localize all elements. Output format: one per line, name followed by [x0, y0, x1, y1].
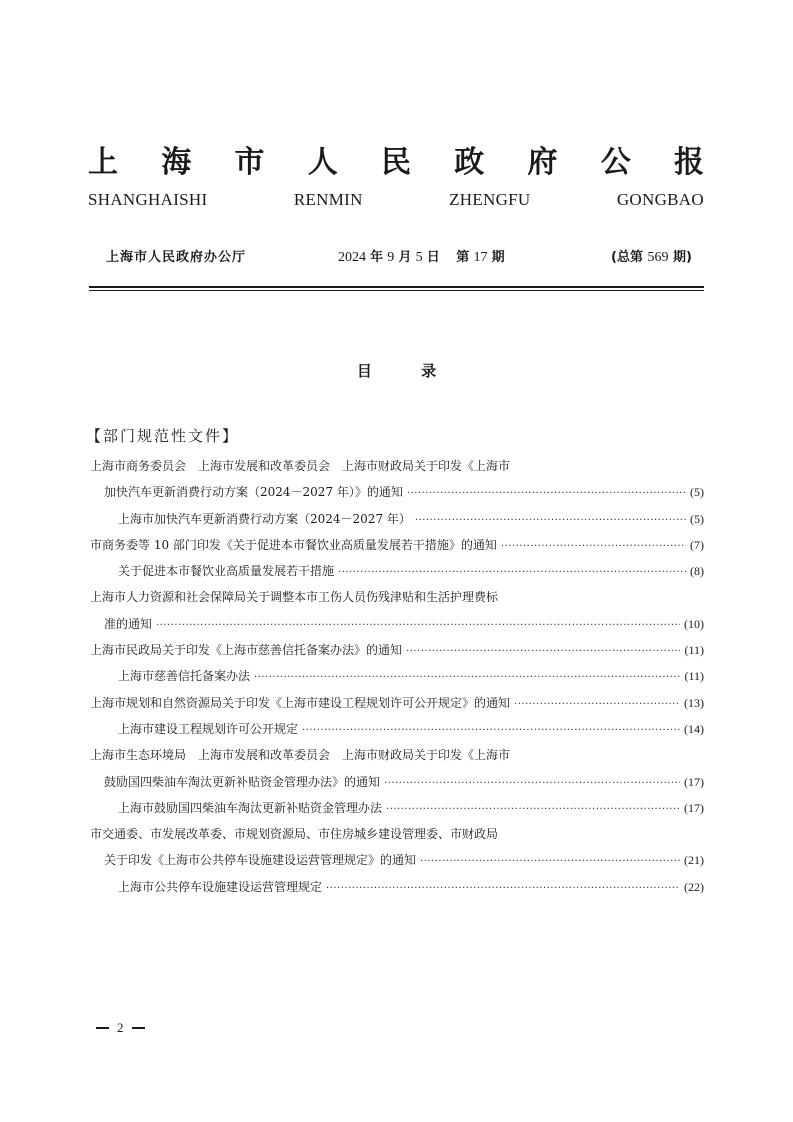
dot-leader — [407, 481, 686, 507]
day: 5 — [415, 250, 423, 265]
toc-entry-page: (11) — [684, 669, 704, 684]
toc-entry[interactable] — [90, 663, 704, 689]
pinyin-word: RENMIN — [293, 190, 363, 209]
header-rule-thin — [89, 290, 704, 291]
toc-entry-text: 市交通委、市发展改革委、市规划资源局、市住房城乡建设管理委、市财政局 — [90, 827, 499, 842]
toc-entry[interactable] — [90, 742, 704, 768]
toc-entry[interactable] — [90, 584, 704, 610]
toc-entry[interactable] — [90, 690, 704, 716]
toc-entry-text: 准的通知 — [104, 616, 153, 631]
masthead-char: 市 — [234, 145, 265, 180]
toc-entry-text: 上海市规划和自然资源局关于印发《上海市建设工程规划许可公开规定》的通知 — [90, 695, 511, 710]
masthead-pinyin — [88, 188, 704, 212]
issue-header — [88, 247, 704, 269]
toc-entry-text: 上海市慈善信托备案办法 — [118, 669, 251, 684]
toc-entry[interactable] — [90, 769, 704, 795]
toc-heading-char: 目 — [356, 362, 372, 380]
toc-entry[interactable] — [90, 637, 704, 663]
toc-entry[interactable] — [90, 453, 704, 479]
header-rule-thick — [89, 286, 704, 288]
total-issue — [611, 247, 692, 269]
toc-entry-page: (21) — [684, 853, 704, 868]
masthead-char: 海 — [161, 145, 192, 180]
total-number: 569 — [647, 250, 669, 265]
issue-number: 17 — [473, 250, 488, 265]
toc-entry-page: (5) — [690, 511, 704, 526]
toc-entry-text: 上海市加快汽车更新消费行动方案（2024－2027 年） — [118, 511, 411, 526]
toc-entry-text: 上海市商务委员会 上海市发展和改革委员会 上海市财政局关于印发《上海市 — [90, 459, 511, 473]
dot-leader — [420, 849, 680, 875]
page-number: 2 — [117, 1020, 124, 1035]
dot-leader — [406, 639, 680, 665]
dot-leader — [386, 797, 680, 823]
page-footer — [96, 1020, 145, 1036]
total-suffix: 期) — [673, 250, 692, 265]
toc-entry-text: 上海市鼓励国四柴油车淘汰更新补贴资金管理办法 — [118, 800, 383, 815]
toc-entry[interactable] — [90, 874, 704, 900]
toc-entry[interactable] — [90, 716, 704, 742]
pinyin-word: ZHENGFU — [449, 190, 531, 209]
masthead-char: 政 — [454, 145, 485, 180]
pinyin-word: SHANGHAISHI — [88, 190, 208, 209]
toc-entry-text: 鼓励国四柴油车淘汰更新补贴资金管理办法》的通知 — [104, 774, 381, 789]
toc-entry-text: 上海市生态环境局 上海市发展和改革委员会 上海市财政局关于印发《上海市 — [90, 748, 511, 763]
dot-leader — [501, 534, 686, 560]
toc-entry-page: (22) — [684, 879, 704, 894]
toc-entry[interactable] — [90, 611, 704, 637]
dot-leader — [302, 718, 680, 744]
toc-entry[interactable] — [90, 847, 704, 873]
masthead-char: 民 — [381, 145, 411, 180]
dot-leader — [384, 771, 680, 797]
toc-heading — [0, 360, 793, 382]
masthead-title — [88, 143, 704, 183]
footer-dash — [132, 1027, 145, 1029]
pinyin-word: GONGBAO — [616, 190, 704, 209]
dot-leader — [156, 613, 680, 639]
masthead-char: 人 — [307, 145, 338, 180]
toc-entry-page: (13) — [684, 695, 704, 710]
issue-unit: 期 — [491, 250, 505, 265]
toc-list — [90, 453, 704, 900]
toc-heading-char: 录 — [421, 362, 437, 380]
masthead-char: 报 — [674, 145, 704, 180]
toc-entry-page: (17) — [684, 774, 704, 789]
issuing-office: 上海市人民政府办公厅 — [106, 250, 247, 265]
toc-entry[interactable] — [90, 506, 704, 532]
toc-entry[interactable] — [90, 558, 704, 584]
dot-leader — [326, 876, 680, 902]
issue-date — [338, 247, 505, 269]
toc-entry[interactable] — [90, 532, 704, 558]
toc-entry-text: 市商务委等 10 部门印发《关于促进本市餐饮业高质量发展若干措施》的通知 — [90, 537, 497, 552]
toc-entry-page: (10) — [684, 616, 704, 631]
toc-entry[interactable] — [90, 821, 704, 847]
toc-entry[interactable] — [90, 479, 704, 505]
masthead-char: 公 — [600, 145, 631, 180]
toc-entry-text: 上海市建设工程规划许可公开规定 — [118, 721, 299, 736]
toc-entry-page: (5) — [690, 485, 704, 500]
toc-entry-text: 关于促进本市餐饮业高质量发展若干措施 — [118, 564, 335, 579]
dot-leader — [415, 508, 686, 534]
masthead-char: 府 — [527, 145, 558, 180]
toc-entry-page: (14) — [684, 721, 704, 736]
toc-entry[interactable] — [90, 795, 704, 821]
dot-leader — [254, 665, 680, 691]
issue-prefix: 第 — [456, 250, 470, 265]
toc-entry-text: 加快汽车更新消费行动方案（2024－2027 年）》的通知 — [104, 485, 403, 500]
day-unit: 日 — [426, 250, 440, 265]
toc-entry-text: 关于印发《上海市公共停车设施建设运营管理规定》的通知 — [104, 853, 417, 868]
dot-leader — [514, 692, 680, 718]
toc-entry-text: 上海市民政局关于印发《上海市慈善信托备案办法》的通知 — [90, 643, 403, 658]
dot-leader — [338, 560, 686, 586]
month-unit: 月 — [398, 250, 412, 265]
toc-entry-page: (17) — [684, 800, 704, 815]
toc-entry-page: (7) — [690, 537, 704, 552]
month: 9 — [387, 250, 395, 265]
toc-entry-page: (8) — [690, 564, 704, 579]
toc-entry-text: 上海市公共停车设施建设运营管理规定 — [118, 879, 323, 894]
year: 2024 — [338, 250, 366, 265]
year-unit: 年 — [370, 250, 384, 265]
footer-dash — [96, 1027, 109, 1029]
toc-entry-page: (11) — [684, 643, 704, 658]
masthead-char: 上 — [88, 145, 118, 180]
total-prefix: (总第 — [611, 250, 643, 265]
toc-entry-text: 上海市人力资源和社会保障局关于调整本市工伤人员伤残津贴和生活护理费标 — [90, 590, 499, 605]
section-heading: 【部门规范性文件】 — [86, 427, 240, 445]
